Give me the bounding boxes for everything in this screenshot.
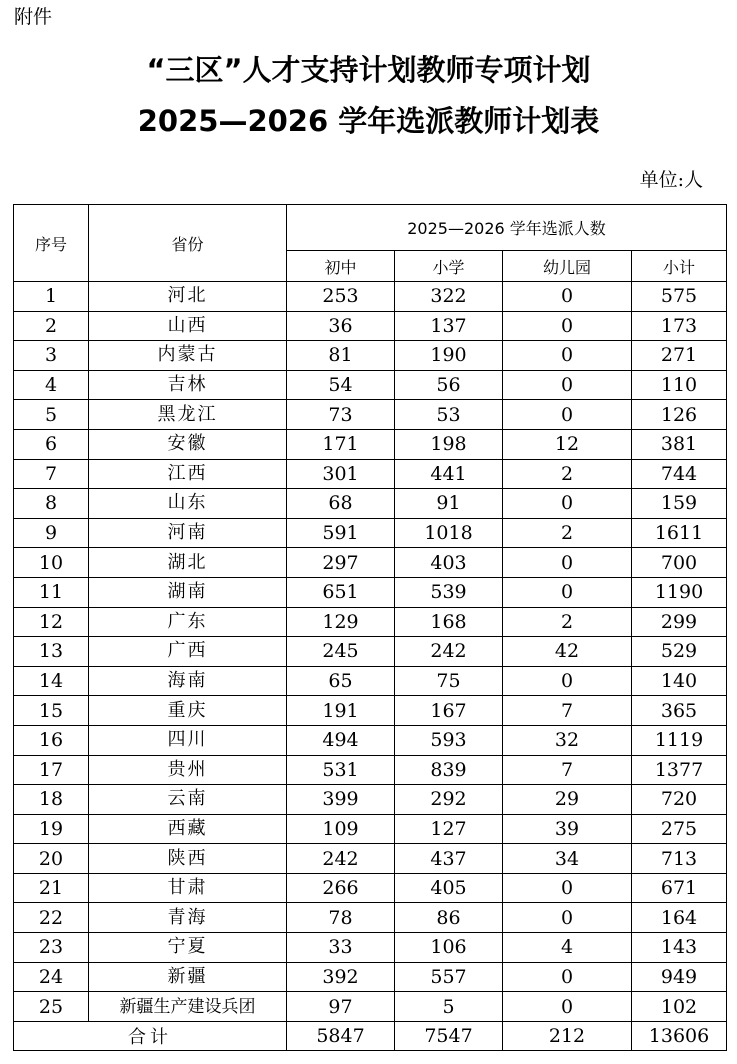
- cell-kindergarten: 0: [503, 282, 632, 312]
- cell-kindergarten: 0: [503, 873, 632, 903]
- cell-subtotal: 720: [632, 785, 727, 815]
- table-row: [14, 903, 727, 933]
- header-province: 省份: [89, 205, 287, 282]
- cell-junior: 97: [287, 992, 395, 1022]
- cell-primary: 839: [395, 755, 503, 785]
- cell-province: 西藏: [89, 814, 287, 844]
- header-kindergarten: 幼儿园: [503, 251, 632, 282]
- table-row: [14, 725, 727, 755]
- cell-province: 广西: [89, 637, 287, 667]
- cell-subtotal: 164: [632, 903, 727, 933]
- cell-province: 海南: [89, 666, 287, 696]
- cell-seq: 16: [14, 725, 89, 755]
- cell-subtotal: 713: [632, 844, 727, 874]
- table-row: [14, 962, 727, 992]
- cell-kindergarten: 0: [503, 992, 632, 1022]
- cell-province: 甘肃: [89, 873, 287, 903]
- total-subtotal: 13606: [632, 1021, 727, 1050]
- header-seq: 序号: [14, 205, 89, 282]
- cell-primary: 86: [395, 903, 503, 933]
- cell-kindergarten: 0: [503, 341, 632, 371]
- total-kindergarten: 212: [503, 1021, 632, 1050]
- cell-junior: 36: [287, 311, 395, 341]
- cell-kindergarten: 4: [503, 933, 632, 963]
- table-row: [14, 518, 727, 548]
- cell-junior: 171: [287, 429, 395, 459]
- cell-subtotal: 365: [632, 696, 727, 726]
- cell-seq: 9: [14, 518, 89, 548]
- cell-subtotal: 110: [632, 370, 727, 400]
- cell-primary: 557: [395, 962, 503, 992]
- cell-primary: 405: [395, 873, 503, 903]
- cell-seq: 18: [14, 785, 89, 815]
- cell-subtotal: 102: [632, 992, 727, 1022]
- table-row: [14, 400, 727, 430]
- cell-subtotal: 126: [632, 400, 727, 430]
- cell-province: 河北: [89, 282, 287, 312]
- table-row: [14, 429, 727, 459]
- cell-kindergarten: 0: [503, 370, 632, 400]
- cell-primary: 168: [395, 607, 503, 637]
- cell-seq: 2: [14, 311, 89, 341]
- cell-subtotal: 140: [632, 666, 727, 696]
- cell-kindergarten: 32: [503, 725, 632, 755]
- attachment-label: 附件: [14, 6, 53, 28]
- teacher-plan-table: [13, 204, 727, 1051]
- cell-kindergarten: 0: [503, 962, 632, 992]
- cell-kindergarten: 0: [503, 666, 632, 696]
- cell-province: 湖南: [89, 577, 287, 607]
- cell-primary: 441: [395, 459, 503, 489]
- cell-province: 湖北: [89, 548, 287, 578]
- table-row: [14, 696, 727, 726]
- header-subtotal: 小计: [632, 251, 727, 282]
- cell-primary: 190: [395, 341, 503, 371]
- table-row: [14, 370, 727, 400]
- cell-primary: 593: [395, 725, 503, 755]
- cell-junior: 301: [287, 459, 395, 489]
- cell-primary: 403: [395, 548, 503, 578]
- cell-seq: 12: [14, 607, 89, 637]
- cell-junior: 531: [287, 755, 395, 785]
- cell-subtotal: 143: [632, 933, 727, 963]
- cell-primary: 106: [395, 933, 503, 963]
- cell-subtotal: 700: [632, 548, 727, 578]
- cell-kindergarten: 0: [503, 903, 632, 933]
- cell-junior: 242: [287, 844, 395, 874]
- cell-seq: 19: [14, 814, 89, 844]
- cell-primary: 56: [395, 370, 503, 400]
- cell-province: 黑龙江: [89, 400, 287, 430]
- cell-province: 云南: [89, 785, 287, 815]
- table-row: [14, 548, 727, 578]
- cell-kindergarten: 42: [503, 637, 632, 667]
- cell-primary: 137: [395, 311, 503, 341]
- cell-junior: 399: [287, 785, 395, 815]
- cell-junior: 591: [287, 518, 395, 548]
- cell-province: 江西: [89, 459, 287, 489]
- cell-junior: 651: [287, 577, 395, 607]
- cell-province: 陕西: [89, 844, 287, 874]
- table-row: [14, 282, 727, 312]
- cell-subtotal: 173: [632, 311, 727, 341]
- total-label: 合计: [14, 1021, 287, 1050]
- header-junior: 初中: [287, 251, 395, 282]
- cell-seq: 5: [14, 400, 89, 430]
- cell-subtotal: 1190: [632, 577, 727, 607]
- cell-primary: 198: [395, 429, 503, 459]
- cell-province: 山西: [89, 311, 287, 341]
- cell-junior: 245: [287, 637, 395, 667]
- cell-seq: 24: [14, 962, 89, 992]
- cell-seq: 4: [14, 370, 89, 400]
- cell-junior: 297: [287, 548, 395, 578]
- cell-kindergarten: 2: [503, 459, 632, 489]
- cell-province: 广东: [89, 607, 287, 637]
- table-row: [14, 933, 727, 963]
- cell-province: 宁夏: [89, 933, 287, 963]
- cell-province: 重庆: [89, 696, 287, 726]
- cell-subtotal: 1119: [632, 725, 727, 755]
- table-row: [14, 814, 727, 844]
- cell-junior: 33: [287, 933, 395, 963]
- cell-junior: 494: [287, 725, 395, 755]
- document-title-line-1: “三区”人才支持计划教师专项计划: [146, 53, 591, 87]
- table-row: [14, 755, 727, 785]
- cell-primary: 242: [395, 637, 503, 667]
- cell-subtotal: 1611: [632, 518, 727, 548]
- cell-junior: 253: [287, 282, 395, 312]
- cell-subtotal: 299: [632, 607, 727, 637]
- cell-seq: 7: [14, 459, 89, 489]
- cell-seq: 11: [14, 577, 89, 607]
- cell-seq: 1: [14, 282, 89, 312]
- table-row: [14, 666, 727, 696]
- cell-kindergarten: 7: [503, 755, 632, 785]
- cell-subtotal: 529: [632, 637, 727, 667]
- cell-primary: 292: [395, 785, 503, 815]
- cell-primary: 437: [395, 844, 503, 874]
- cell-province: 贵州: [89, 755, 287, 785]
- cell-junior: 73: [287, 400, 395, 430]
- cell-province: 安徽: [89, 429, 287, 459]
- cell-subtotal: 271: [632, 341, 727, 371]
- cell-seq: 6: [14, 429, 89, 459]
- cell-primary: 539: [395, 577, 503, 607]
- cell-kindergarten: 0: [503, 400, 632, 430]
- cell-primary: 91: [395, 489, 503, 519]
- cell-kindergarten: 12: [503, 429, 632, 459]
- cell-junior: 109: [287, 814, 395, 844]
- cell-junior: 78: [287, 903, 395, 933]
- table-row: [14, 785, 727, 815]
- cell-seq: 21: [14, 873, 89, 903]
- cell-kindergarten: 39: [503, 814, 632, 844]
- table-row: [14, 607, 727, 637]
- cell-junior: 81: [287, 341, 395, 371]
- table-row: [14, 873, 727, 903]
- cell-primary: 53: [395, 400, 503, 430]
- cell-primary: 5: [395, 992, 503, 1022]
- document-title-line-2: 2025—2026 学年选派教师计划表: [137, 104, 600, 138]
- cell-primary: 1018: [395, 518, 503, 548]
- cell-kindergarten: 34: [503, 844, 632, 874]
- cell-junior: 129: [287, 607, 395, 637]
- cell-kindergarten: 7: [503, 696, 632, 726]
- cell-primary: 322: [395, 282, 503, 312]
- unit-note: 单位:人: [639, 169, 703, 191]
- cell-province: 新疆: [89, 962, 287, 992]
- table-row: [14, 459, 727, 489]
- table-row: [14, 637, 727, 667]
- table-header-row: [14, 205, 727, 251]
- cell-kindergarten: 2: [503, 518, 632, 548]
- cell-kindergarten: 0: [503, 489, 632, 519]
- cell-seq: 15: [14, 696, 89, 726]
- header-group: 2025—2026 学年选派人数: [287, 205, 727, 251]
- table-row: [14, 844, 727, 874]
- cell-subtotal: 159: [632, 489, 727, 519]
- cell-seq: 20: [14, 844, 89, 874]
- cell-province: 青海: [89, 903, 287, 933]
- cell-kindergarten: 29: [503, 785, 632, 815]
- cell-province: 吉林: [89, 370, 287, 400]
- table-row: [14, 489, 727, 519]
- cell-primary: 75: [395, 666, 503, 696]
- cell-province: 河南: [89, 518, 287, 548]
- total-primary: 7547: [395, 1021, 503, 1050]
- cell-junior: 266: [287, 873, 395, 903]
- cell-subtotal: 381: [632, 429, 727, 459]
- cell-province: 山东: [89, 489, 287, 519]
- table-row: [14, 577, 727, 607]
- cell-seq: 8: [14, 489, 89, 519]
- cell-junior: 68: [287, 489, 395, 519]
- cell-subtotal: 1377: [632, 755, 727, 785]
- cell-junior: 65: [287, 666, 395, 696]
- cell-subtotal: 744: [632, 459, 727, 489]
- cell-seq: 10: [14, 548, 89, 578]
- header-primary: 小学: [395, 251, 503, 282]
- table-row: [14, 341, 727, 371]
- cell-province: 四川: [89, 725, 287, 755]
- cell-kindergarten: 0: [503, 577, 632, 607]
- cell-seq: 25: [14, 992, 89, 1022]
- total-junior: 5847: [287, 1021, 395, 1050]
- cell-seq: 23: [14, 933, 89, 963]
- total-row: [14, 1021, 727, 1050]
- cell-seq: 14: [14, 666, 89, 696]
- cell-kindergarten: 0: [503, 311, 632, 341]
- cell-subtotal: 575: [632, 282, 727, 312]
- cell-seq: 17: [14, 755, 89, 785]
- cell-province: 新疆生产建设兵团: [89, 992, 287, 1022]
- table-row: [14, 311, 727, 341]
- cell-seq: 3: [14, 341, 89, 371]
- cell-kindergarten: 2: [503, 607, 632, 637]
- cell-primary: 167: [395, 696, 503, 726]
- cell-province: 内蒙古: [89, 341, 287, 371]
- cell-kindergarten: 0: [503, 548, 632, 578]
- cell-junior: 54: [287, 370, 395, 400]
- cell-subtotal: 275: [632, 814, 727, 844]
- cell-subtotal: 949: [632, 962, 727, 992]
- table-row: [14, 992, 727, 1022]
- cell-seq: 13: [14, 637, 89, 667]
- cell-subtotal: 671: [632, 873, 727, 903]
- cell-junior: 191: [287, 696, 395, 726]
- cell-seq: 22: [14, 903, 89, 933]
- table-body: [14, 282, 727, 1022]
- cell-primary: 127: [395, 814, 503, 844]
- cell-junior: 392: [287, 962, 395, 992]
